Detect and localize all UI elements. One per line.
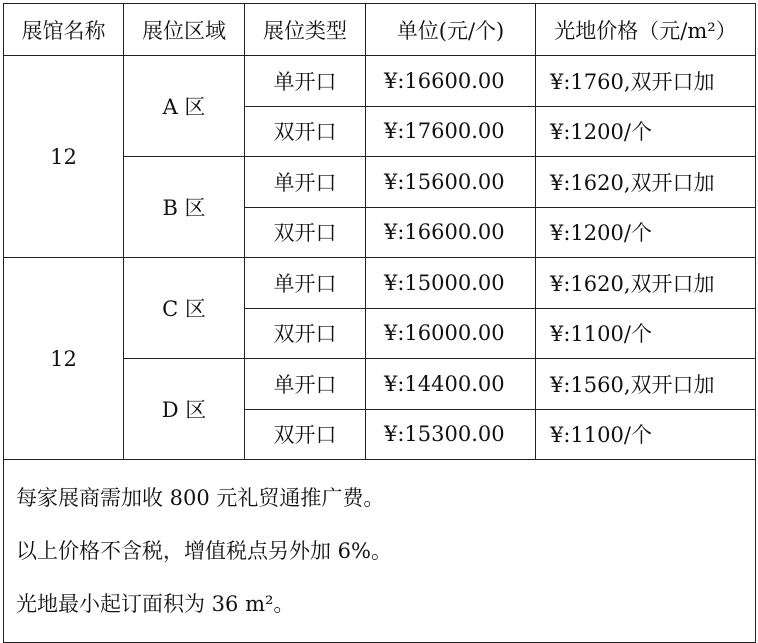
unit-price-cell: ¥:16000.00 [366,308,536,359]
note-line: 以上价格不含税，增值税点另外加 6%。 [16,539,392,563]
booth-type-cell: 双开口 [245,207,366,258]
header-row [4,4,756,56]
zone-cell: B 区 [124,157,245,258]
booth-type-cell: 单开口 [245,258,366,309]
unit-price-cell: ¥:14400.00 [366,359,536,410]
unit-price-cell: ¥:16600.00 [366,207,536,258]
header-hall-name: 展馆名称 [4,4,124,56]
header-ground-price: 光地价格（元/m²） [536,4,756,56]
booth-type-cell: 单开口 [245,56,366,107]
ground-price-cell: ¥:1620,双开口加 [536,258,756,309]
note-line: 光地最小起订面积为 36 m²。 [16,592,295,616]
ground-price-cell: ¥:1200/个 [536,207,756,258]
hall-number-cell: 12 [4,56,124,258]
table-row [4,56,756,107]
booth-type-cell: 单开口 [245,359,366,410]
unit-price-cell: ¥:15000.00 [366,258,536,309]
ground-price-cell: ¥:1100/个 [536,409,756,460]
booth-type-cell: 单开口 [245,157,366,208]
unit-price-cell: ¥:16600.00 [366,56,536,107]
ground-price-cell: ¥:1760,双开口加 [536,56,756,107]
header-booth-type: 展位类型 [245,4,366,56]
notes-cell [4,460,756,643]
unit-price-cell: ¥:15300.00 [366,409,536,460]
booth-type-cell: 双开口 [245,106,366,157]
header-unit-price: 单位(元/个) [366,4,536,56]
header-booth-zone: 展位区域 [124,4,245,56]
ground-price-cell: ¥:1200/个 [536,106,756,157]
booth-type-cell: 双开口 [245,308,366,359]
ground-price-cell: ¥:1100/个 [536,308,756,359]
hall-number-cell: 12 [4,258,124,460]
booth-price-table [3,3,756,643]
ground-price-cell: ¥:1560,双开口加 [536,359,756,410]
notes-row [4,460,756,643]
unit-price-cell: ¥:17600.00 [366,106,536,157]
booth-type-cell: 双开口 [245,409,366,460]
note-line: 每家展商需加收 800 元礼贸通推广费。 [16,486,385,510]
unit-price-cell: ¥:15600.00 [366,157,536,208]
ground-price-cell: ¥:1620,双开口加 [536,157,756,208]
table-row [4,258,756,309]
zone-cell: C 区 [124,258,245,359]
zone-cell: D 区 [124,359,245,460]
zone-cell: A 区 [124,56,245,157]
